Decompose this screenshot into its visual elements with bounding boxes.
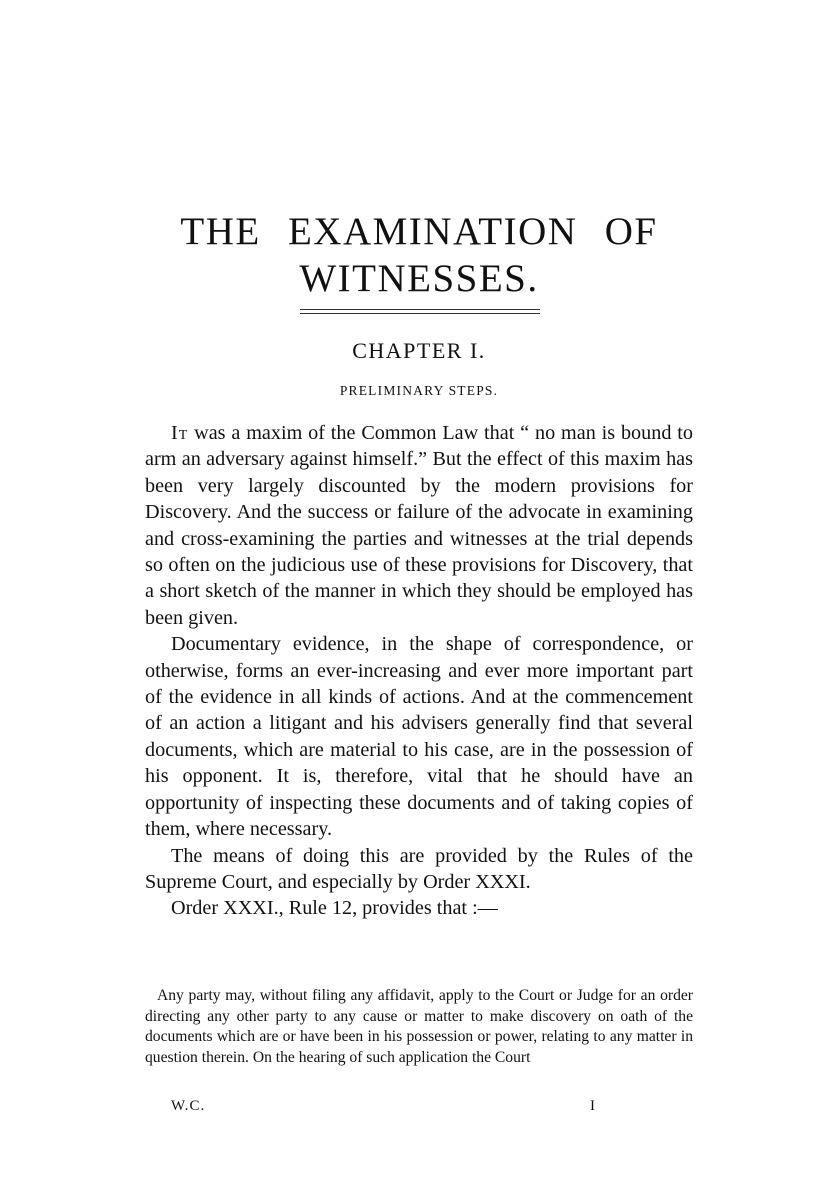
paragraph-3: The means of doing this are provided by the Rules of the Supreme Court, and especially by Order XXXI. bbox=[145, 844, 693, 893]
paragraph-1 bbox=[145, 420, 693, 631]
book-title-line-2: WITNESSES. bbox=[299, 257, 539, 300]
rule-quotation: Any party may, without filing any affidavit, apply to the Court or Judge for an order directing any other party to any cause or matter to make discovery on oath of the documents which are or have been in his possession or power, relating to any matter in question therein. On the hearing of such application the Court bbox=[145, 987, 693, 1066]
paragraph-lead: It bbox=[171, 422, 189, 444]
book-title bbox=[145, 208, 693, 302]
page-number: I bbox=[590, 1098, 595, 1114]
double-rule-divider bbox=[300, 309, 540, 315]
paragraph-2: Documentary evidence, in the shape of correspondence, or otherwise, forms an ever-increasing and ever more important part of the evidence in all kinds of actions. And at the commencement of an action a litigant and his advisers generally find that several documents, which are material to his case, are in the possession of his opponent. It is, therefore, vital that he should have an opportunity of inspecting these documents and of taking copies of them, where necessary. bbox=[145, 633, 693, 841]
book-title-line-1: THE EXAMINATION OF bbox=[180, 210, 658, 253]
signature-mark: W.C. bbox=[171, 1098, 206, 1114]
chapter-subtitle: PRELIMINARY STEPS. bbox=[339, 383, 499, 398]
paragraph-4: Order XXXI., Rule 12, provides that :— bbox=[171, 897, 498, 920]
chapter-heading: CHAPTER I. bbox=[352, 338, 486, 363]
paragraph-1-text: was a maxim of the Common Law that “ no man is bound to arm an adversary against himself.” But the effect of this maxim has been very largely discounted by the modern provisions for Discovery. And the success or failure of the advocate in examining and cross-examining the parties and witnesses at the trial depends so often on the judicious use of these provisions for Discovery, that a short sketch of the manner in which they should be employed has been given. bbox=[145, 422, 693, 629]
body-text bbox=[145, 420, 693, 922]
